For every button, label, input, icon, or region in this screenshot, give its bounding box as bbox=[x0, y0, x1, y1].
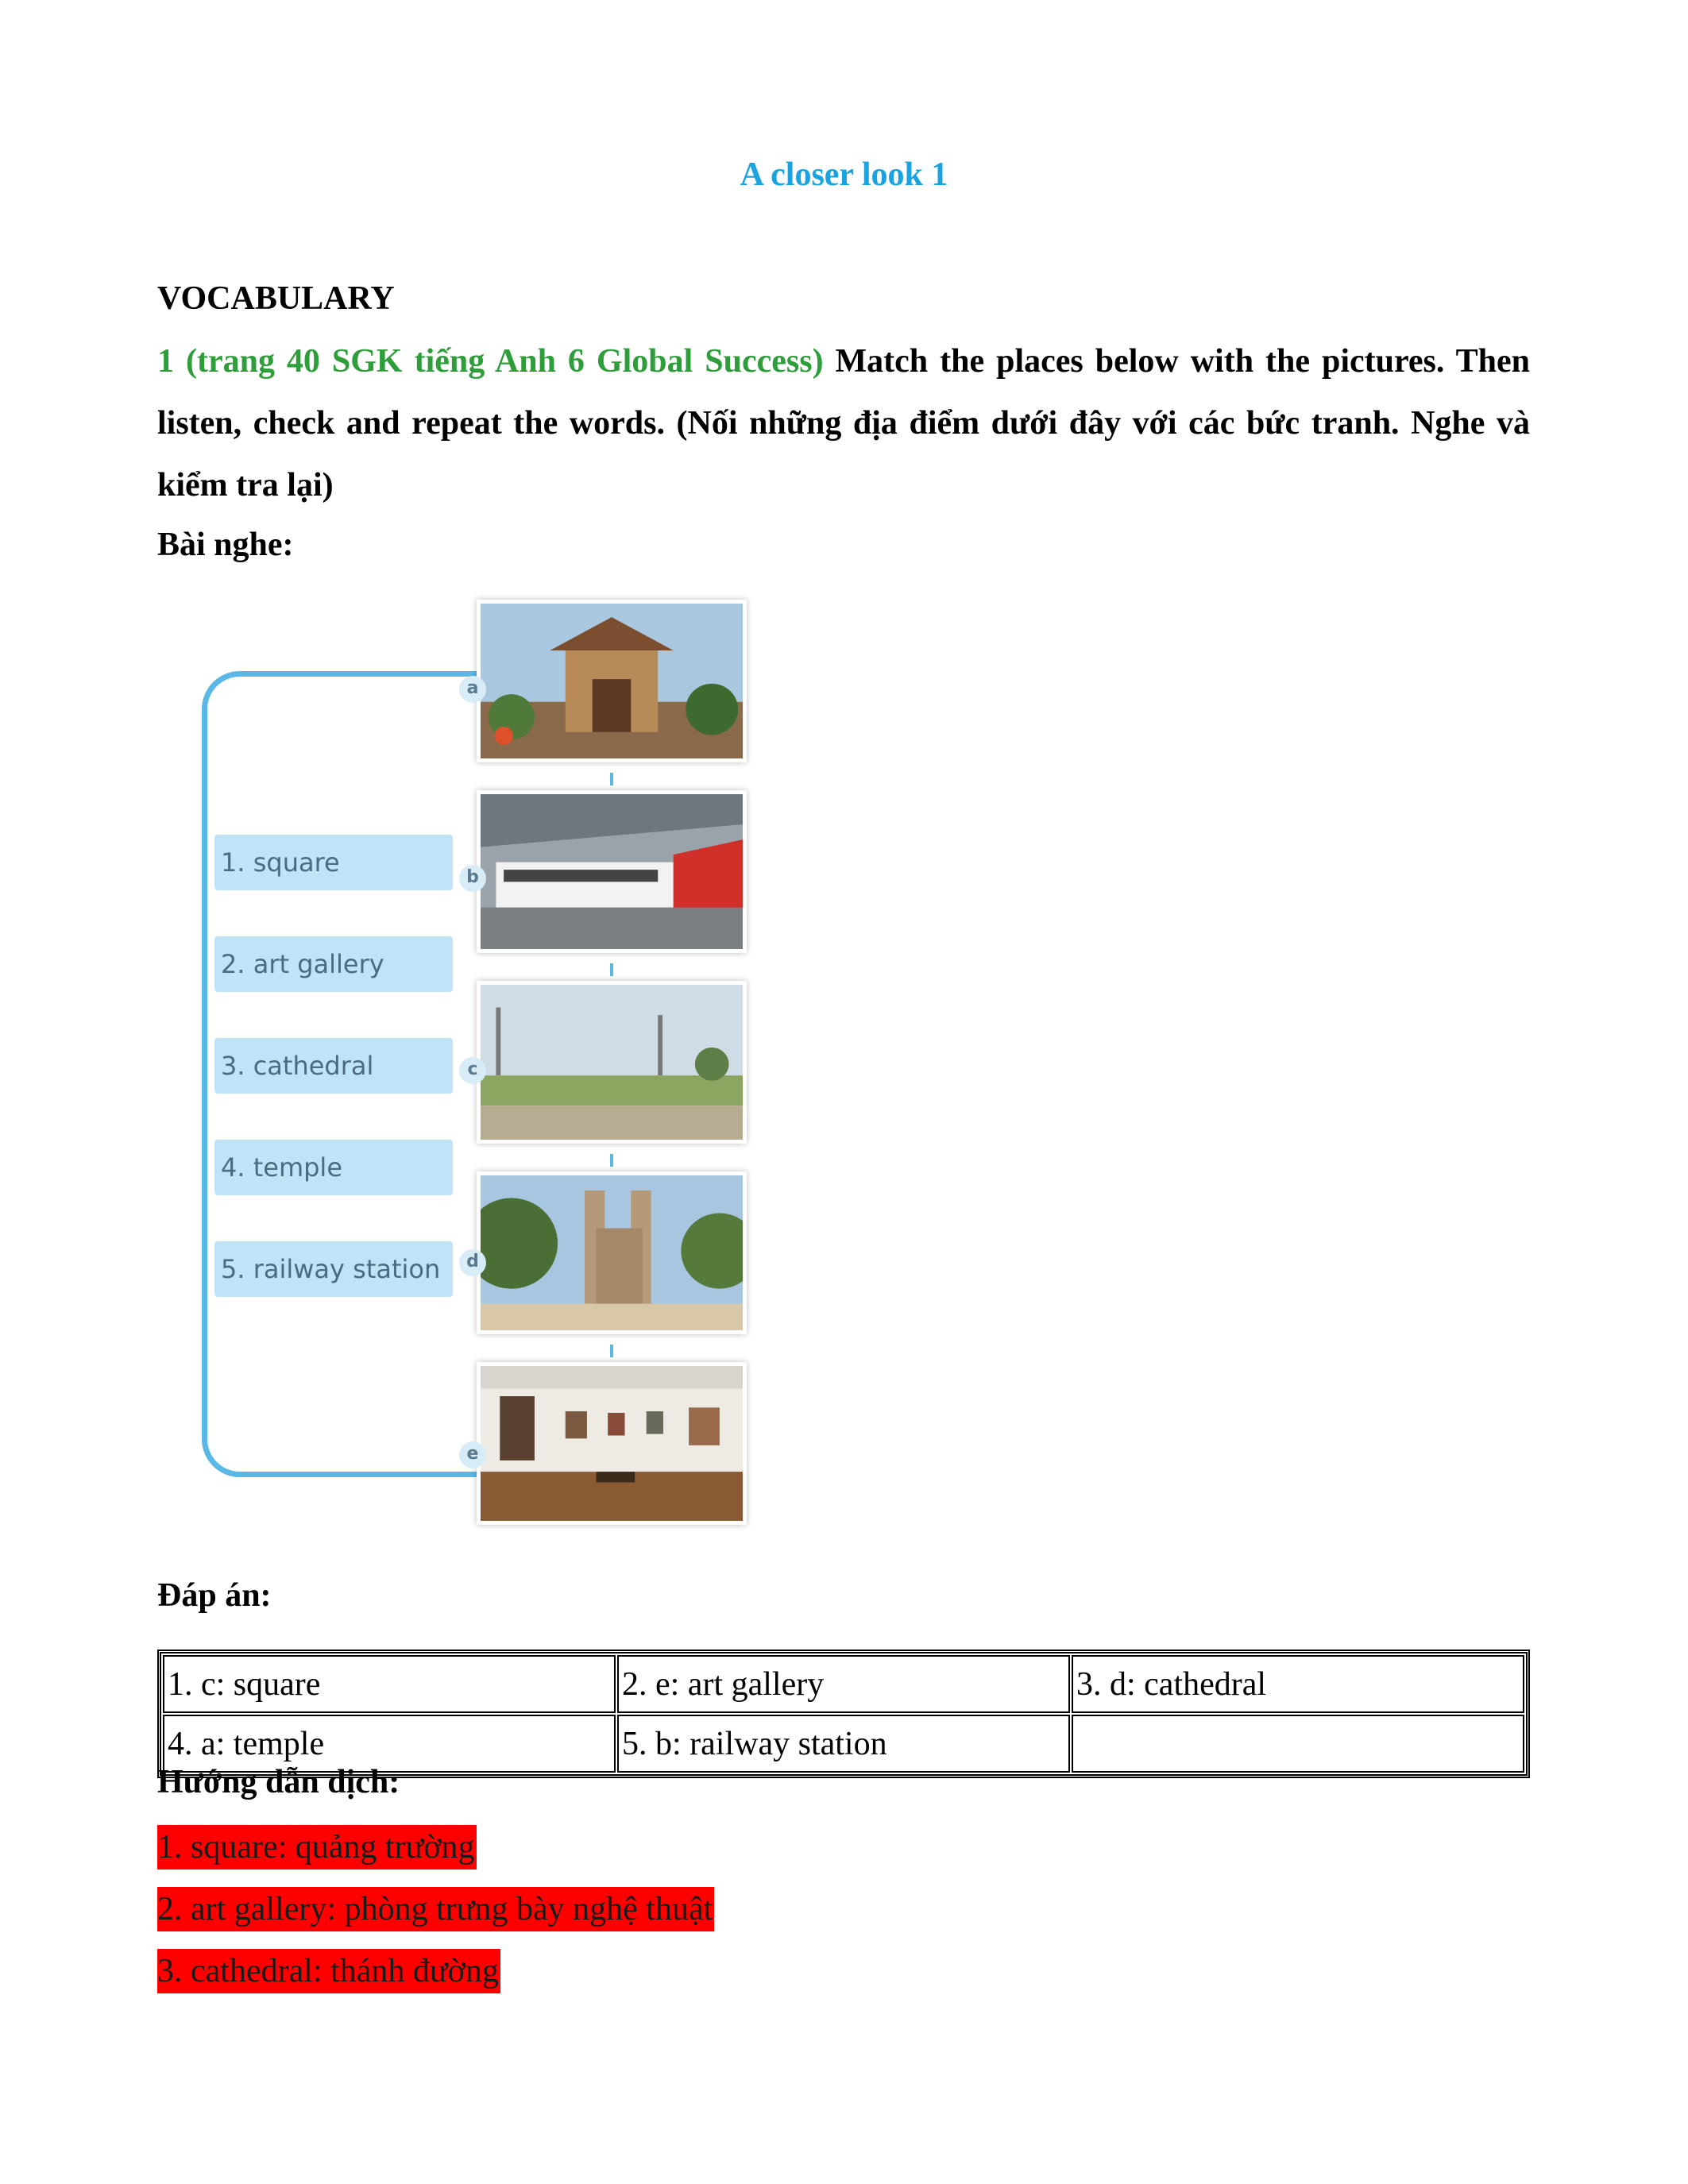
page-title: A closer look 1 bbox=[740, 156, 948, 193]
table-row bbox=[163, 1655, 1524, 1713]
photo-art-gallery bbox=[477, 1362, 747, 1525]
connector-dash bbox=[610, 1345, 613, 1357]
photo-square bbox=[477, 981, 747, 1144]
answer-table bbox=[157, 1650, 1530, 1778]
answer-cell: 5. b: railway station bbox=[617, 1715, 1070, 1773]
letter-a: a bbox=[459, 676, 486, 703]
answer-cell: 1. c: square bbox=[163, 1655, 616, 1713]
exercise-source: 1 (trang 40 SGK tiếng Anh 6 Global Success) bbox=[157, 343, 824, 380]
connector-dash bbox=[610, 1154, 613, 1167]
word-art-gallery: 2. art gallery bbox=[214, 936, 453, 992]
exercise-illustration bbox=[191, 600, 763, 1553]
letter-b: b bbox=[459, 865, 486, 892]
photo-railway-station bbox=[477, 790, 747, 953]
letter-c: c bbox=[459, 1057, 486, 1084]
exercise-instruction-text: Match the places below with the pictures. Then listen, check and repeat the words. (Nối những địa điểm dưới đây với các bức tranh. Nghe và kiểm tra lại) bbox=[157, 343, 1530, 504]
word-square: 1. square bbox=[214, 835, 453, 890]
listening-label: Bài nghe: bbox=[157, 527, 294, 563]
vocabulary-heading: VOCABULARY bbox=[157, 280, 395, 317]
word-temple: 4. temple bbox=[214, 1140, 453, 1195]
translation-line: 2. art gallery: phòng trưng bày nghệ thuật bbox=[157, 1887, 714, 1931]
letter-e: e bbox=[459, 1441, 486, 1468]
photo-temple bbox=[477, 600, 747, 762]
connector-dash bbox=[610, 773, 613, 785]
answer-cell: 3. d: cathedral bbox=[1072, 1655, 1524, 1713]
answer-cell: 4. a: temple bbox=[163, 1715, 616, 1773]
answer-cell bbox=[1072, 1715, 1524, 1773]
translation-line: 1. square: quảng trường bbox=[157, 1825, 477, 1870]
connector-dash bbox=[610, 963, 613, 976]
translation-label: Hướng dẫn dịch: bbox=[157, 1764, 400, 1800]
translation-line: 3. cathedral: thánh đường bbox=[157, 1949, 500, 1993]
word-cathedral: 3. cathedral bbox=[214, 1038, 453, 1094]
answer-label: Đáp án: bbox=[157, 1577, 272, 1614]
answer-cell: 2. e: art gallery bbox=[617, 1655, 1070, 1713]
letter-d: d bbox=[459, 1249, 486, 1276]
exercise-instruction bbox=[157, 330, 1530, 516]
photo-cathedral bbox=[477, 1171, 747, 1334]
word-railway-station: 5. railway station bbox=[214, 1241, 453, 1297]
